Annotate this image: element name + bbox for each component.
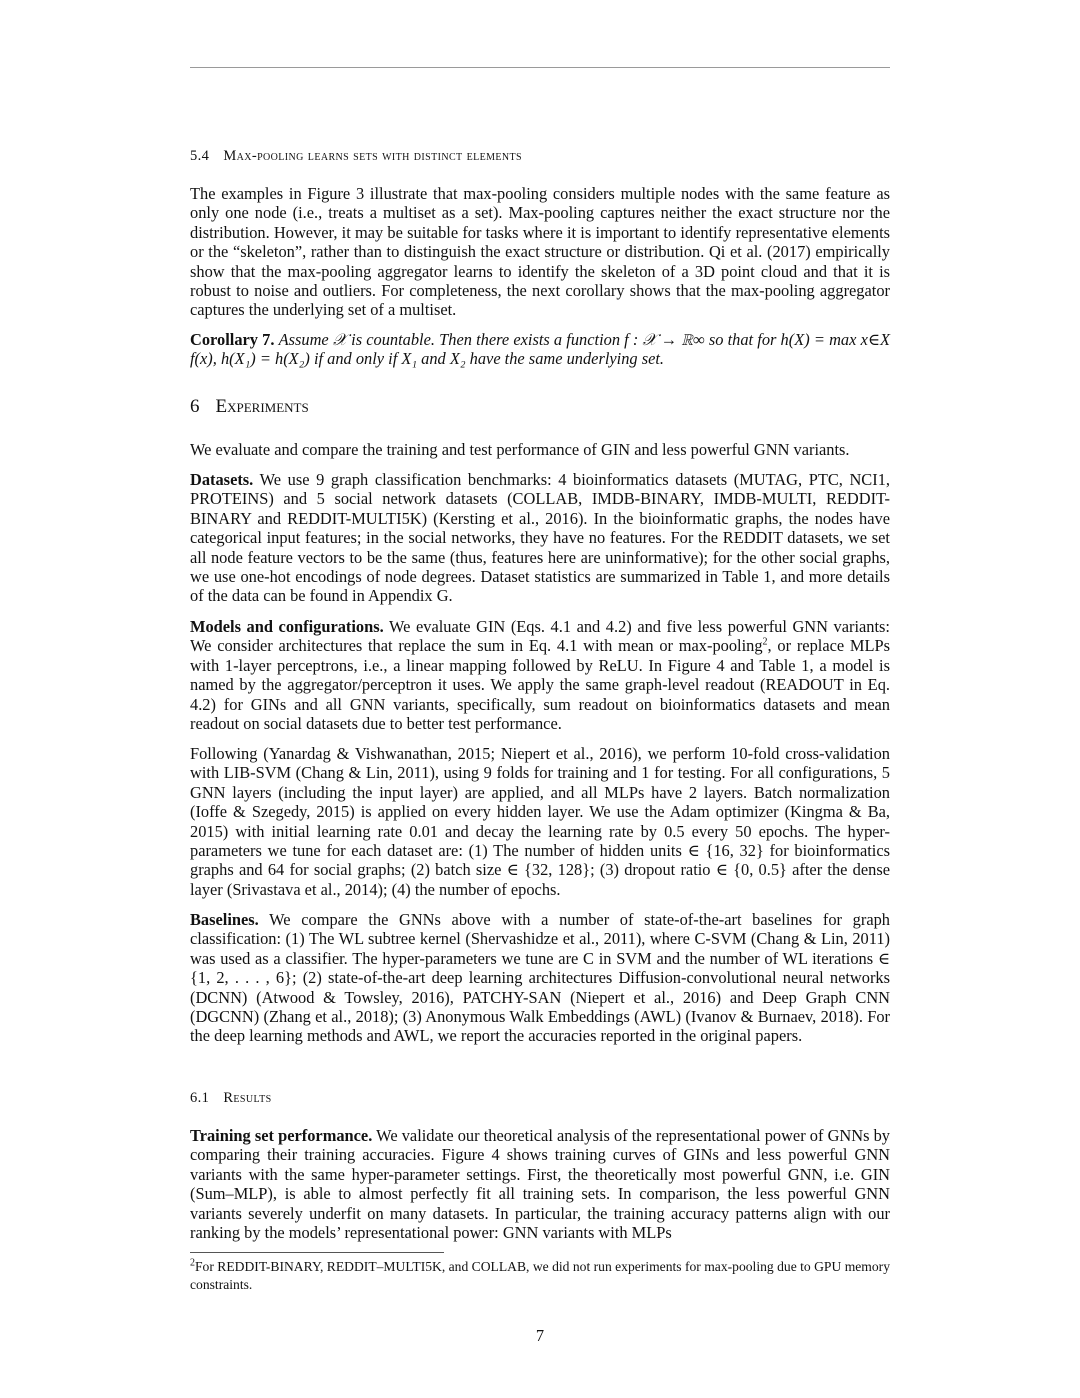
footnote-text: For REDDIT-BINARY, REDDIT–MULTI5K, and COLLAB, we did not run experiments for max-pooling due to GPU memory constraints. xyxy=(190,1259,890,1292)
footnote xyxy=(190,1258,890,1294)
section-title: Results xyxy=(223,1090,272,1106)
section-5-4-paragraph-block xyxy=(190,184,890,320)
section-5-4-heading xyxy=(190,148,522,165)
footnote-ref: 2 xyxy=(762,636,768,648)
corollary-block xyxy=(190,330,890,369)
training-paragraph xyxy=(190,1126,890,1242)
section-number: 6 xyxy=(190,396,200,417)
section-number: 6.1 xyxy=(190,1090,210,1106)
models-text-a: We evaluate GIN (Eqs. 4.1 and 4.2) and five less powerful GNN variants: We consider architectures that replace the sum in Eq. 4.1 with mean or max-pooling xyxy=(190,617,890,656)
corollary-text: Assume 𝒳 is countable. Then there exists a function f : 𝒳 → ℝ∞ so that for h(X) = max x∈X f(x), h(X₁) = h(X₂) if and only if X₁ and X₂ have the same underlying set. xyxy=(190,330,890,369)
section-5-4-paragraph: The examples in Figure 3 illustrate that max-pooling considers multiple nodes with the same feature as only one node (i.e., treats a multiset as a set). Max-pooling captures neither the exact structure nor the distribution. However, it may be suitable for tasks where it is important to identify representative elements or the “skeleton”, rather than to distinguish the exact structure or distribution. Qi et al. (2017) empirically show that the max-pooling aggregator learns to identify the skeleton of a 3D point cloud and that it is robust to noise and outliers. For completeness, the next corollary shows that the max-pooling aggregator captures the underlying set of a multiset. xyxy=(190,184,890,320)
footnote-mark: 2 xyxy=(190,1257,195,1269)
experiments-intro-block xyxy=(190,440,890,459)
datasets-paragraph xyxy=(190,470,890,606)
section-number: 5.4 xyxy=(190,148,210,164)
section-6-1-heading xyxy=(190,1090,272,1107)
training-text: We validate our theoretical analysis of the representational power of GNNs by comparing their training accuracies. Figure 4 shows training curves of GINs and less powerful GNN variants with the same hyper-parameter settings. First, the theoretically most powerful GNN, i.e. GIN (Sum–MLP), is able to almost perfectly fit all training sets. In comparison, the less powerful GNN variants severely underfit on many datasets. In particular, the training accuracy patterns align with our ranking by the models’ representational power: GNN variants with MLPs xyxy=(190,1126,890,1243)
training-label: Training set performance. xyxy=(190,1126,373,1145)
baselines-text: We compare the GNNs above with a number of state-of-the-art baselines for graph classification: (1) The WL subtree kernel (Shervashidze et al., 2011), where C-SVM (Chang & Lin, 2011) was used as a classifier. The hyper-parameters we tune are C in SVM and the number of WL iterations ∈ {1, 2, . . . , 6}; (2) state-of-the-art deep learning architectures Diffusion-convolutional neural networks (DCNN) (Atwood & Towsley, 2016), PATCHY-SAN (Niepert et al., 2016) and Deep Graph CNN (DGCNN) (Zhang et al., 2018); (3) Anonymous Walk Embeddings (AWL) (Ivanov & Burnaev, 2018). For the deep learning methods and AWL, we report the accuracies reported in the original papers. xyxy=(190,910,890,1046)
header-rule xyxy=(190,67,890,68)
section-title: Max-pooling learns sets with distinct elements xyxy=(223,148,523,164)
baselines-paragraph xyxy=(190,910,890,1046)
page-number: 7 xyxy=(535,1326,545,1345)
section-6-heading xyxy=(190,396,309,418)
models-paragraph xyxy=(190,617,890,733)
experiments-intro: We evaluate and compare the training and test performance of GIN and less powerful GNN variants. xyxy=(190,440,850,459)
following-text: Following (Yanardag & Vishwanathan, 2015; Niepert et al., 2016), we perform 10-fold cross-validation with LIB-SVM (Chang & Lin, 2011), using 9 folds for training and 1 for testing. For all configurations, 5 GNN layers (including the input layer) are applied, and all MLPs have 2 layers. Batch normalization (Ioffe & Szegedy, 2015) is applied on every hidden layer. We use the Adam optimizer (Kingma & Ba, 2015) with initial learning rate 0.01 and decay the learning rate by 0.5 every 50 epochs. The hyper-parameters we tune for each dataset are: (1) The number of hidden units ∈ {16, 32} for bioinformatics graphs and 64 for social graphs; (2) batch size ∈ {32, 128}; (3) dropout ratio ∈ {0, 0.5} after the dense layer (Srivastava et al., 2014); (4) the number of epochs. xyxy=(190,744,890,899)
datasets-label: Datasets. xyxy=(190,470,254,489)
following-paragraph xyxy=(190,744,890,899)
datasets-text: We use 9 graph classification benchmarks: 4 bioinformatics datasets (MUTAG, PTC, NCI1, PROTEINS) and 5 social network datasets (COLLAB, IMDB-BINARY, IMDB-MULTI, REDDIT-BINARY and REDDIT-MULTI5K) (Kersting et al., 2016). In the bioinformatic graphs, the nodes have categorical input features; in the social networks, they have no features. For the REDDIT datasets, we set all node feature vectors to be the same (thus, features here are uninformative); for the other social graphs, we use one-hot encodings of node degrees. Dataset statistics are summarized in Table 1, and more details of the data can be found in Appendix G. xyxy=(190,470,890,606)
baselines-label: Baselines. xyxy=(190,910,259,929)
section-title: Experiments xyxy=(215,396,309,417)
models-text-b: , or replace MLPs with 1-layer perceptrons, i.e., a linear mapping followed by ReLU. In Figure 4 and Table 1, a model is named by the aggregator/perceptron it uses. We apply the same graph-level readout (READOUT in Eq. 4.2) for GINs and all GNN variants, specifically, sum readout on bioinformatics datasets and mean readout on social datasets due to better test performance. xyxy=(190,636,890,734)
corollary-label: Corollary 7. xyxy=(190,330,275,349)
footnote-rule xyxy=(190,1252,444,1253)
models-label: Models and configurations. xyxy=(190,617,384,636)
